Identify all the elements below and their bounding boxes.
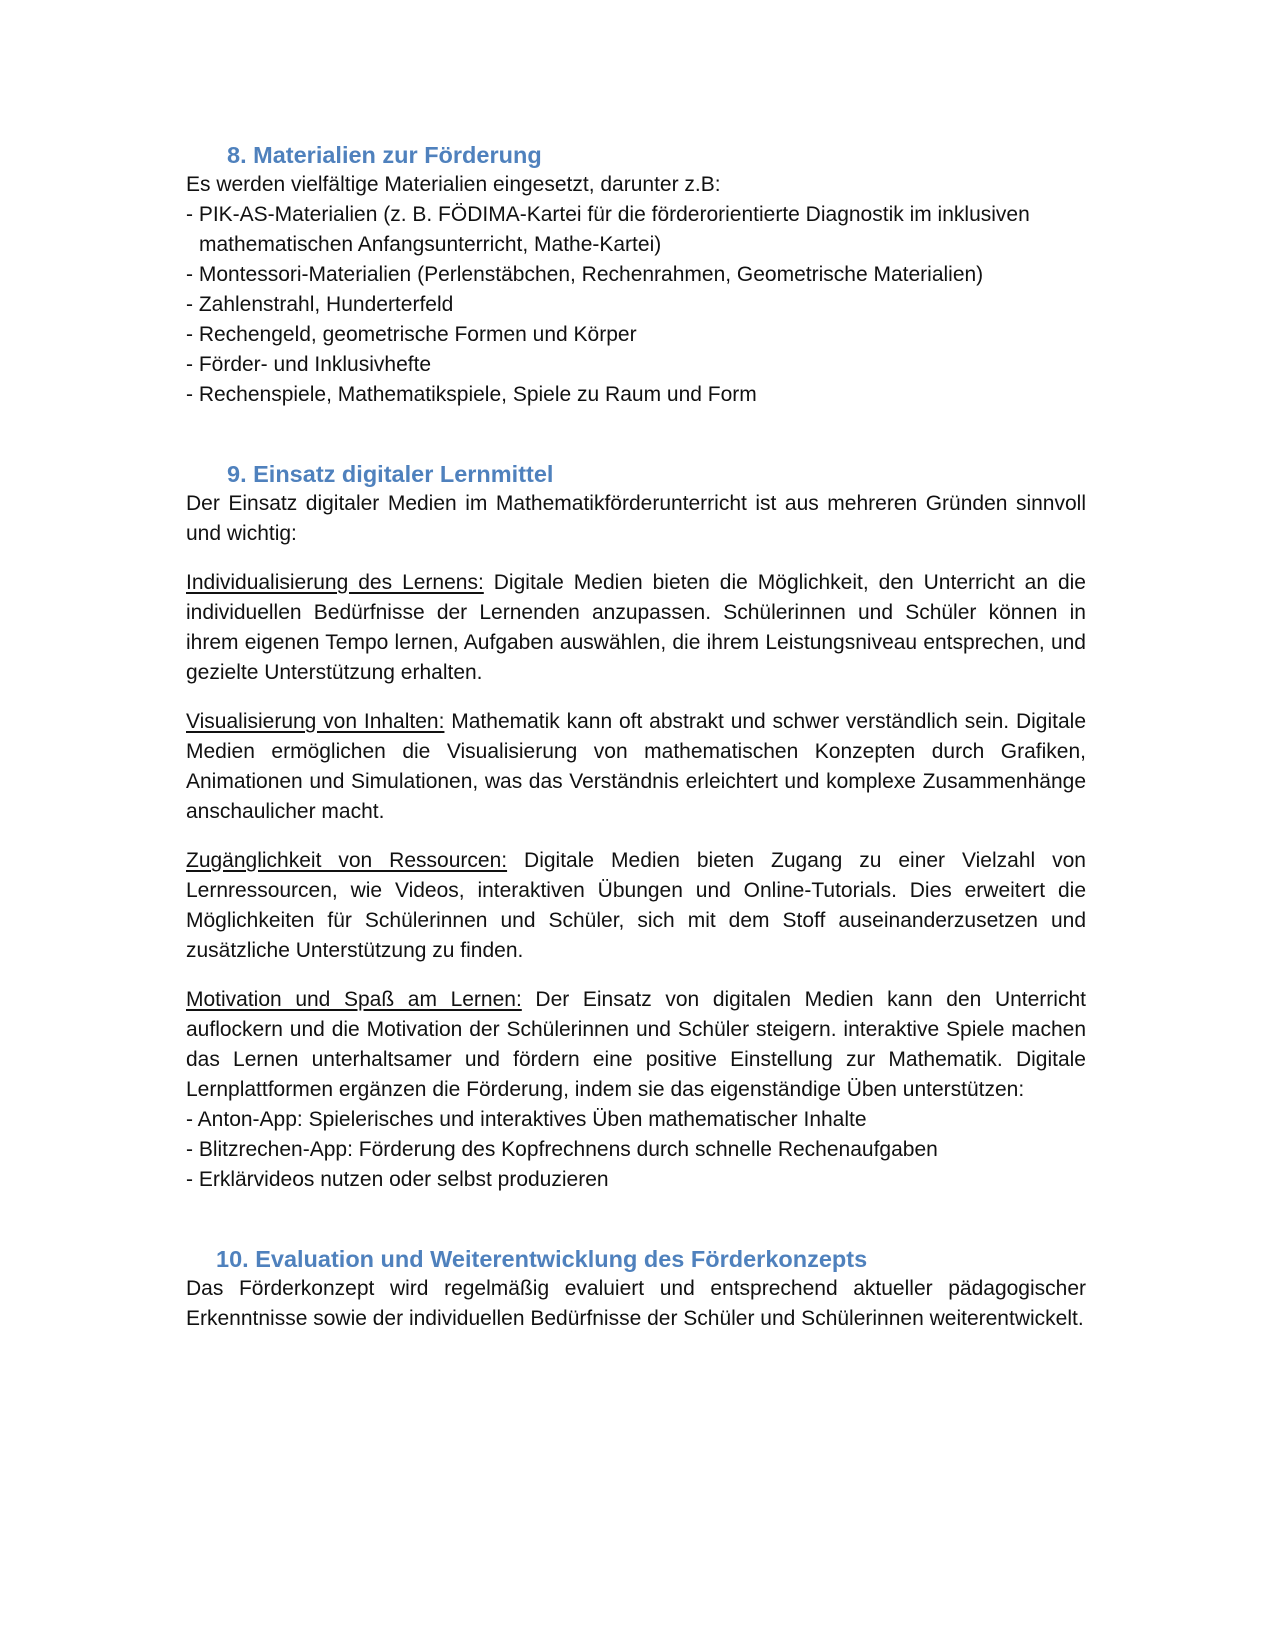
section-intro: Es werden vielfältige Materialien eingesetzt, darunter z.B:	[186, 173, 721, 196]
section-heading: 9. Einsatz digitaler Lernmittel	[227, 461, 554, 487]
section-intro: Der Einsatz digitaler Medien im Mathematikförderunterricht ist aus mehreren Gründen sinnvoll und wichtig:	[186, 492, 1086, 545]
paragraph-text: Digitale Medien bieten Zugang zu einer Vielzahl von Lernressourcen, wie Videos, interaktiven Übungen und Online-Tutorials. Dies erweitert die Möglichkeiten für Schülerinnen und Schüler, sich mit dem Stoff auseinanderzusetzen und zusätzliche Unterstützung zu finden.	[186, 849, 1086, 962]
document-page	[186, 140, 1086, 1334]
section-intro: Das Förderkonzept wird regelmäßig evaluiert und entsprechend aktueller pädagogischer Erkenntnisse sowie der individuellen Bedürfnisse der Schüler und Schülerinnen weiterentwickelt.	[186, 1277, 1086, 1330]
paragraph-individualization	[186, 568, 1086, 688]
paragraph-spacer	[186, 549, 1086, 568]
list-item: - Rechenspiele, Mathematikspiele, Spiele zu Raum und Form	[186, 383, 757, 406]
section-heading: 8. Materialien zur Förderung	[227, 142, 542, 168]
list-item: - Anton-App: Spielerisches und interaktives Üben mathematischer Inhalte	[186, 1108, 867, 1131]
list-item: - Blitzrechen-App: Förderung des Kopfrechnens durch schnelle Rechenaufgaben	[186, 1138, 938, 1161]
paragraph-label: Individualisierung des Lernens:	[186, 571, 484, 594]
paragraph-spacer	[186, 966, 1086, 985]
paragraph-visualization	[186, 707, 1086, 827]
paragraph-label: Visualisierung von Inhalten:	[186, 710, 445, 733]
paragraph-motivation	[186, 985, 1086, 1105]
list-item: - Montessori-Materialien (Perlenstäbchen, Rechenrahmen, Geometrische Materialien)	[186, 263, 984, 286]
paragraph-text: Der Einsatz von digitalen Medien kann den Unterricht auflockern und die Motivation der Schülerinnen und Schüler steigern. interaktive Spiele machen das Lernen unterhaltsamer und fördern eine positive Einstellung zur Mathematik. Digitale Lernplattformen ergänzen die Förderung, indem sie das eigenständige Üben unterstützen:	[186, 988, 1086, 1101]
paragraph-text: Mathematik kann oft abstrakt und schwer verständlich sein. Digitale Medien ermöglichen die Visualisierung von mathematischen Konzepten durch Grafiken, Animationen und Simulationen, was das Verständnis erleichtert und komplexe Zusammenhänge anschaulicher macht.	[186, 710, 1086, 823]
list-item: - Erklärvideos nutzen oder selbst produzieren	[186, 1168, 609, 1191]
paragraph-accessibility	[186, 846, 1086, 966]
list-item: - Förder- und Inklusivhefte	[186, 353, 432, 376]
paragraph-label: Motivation und Spaß am Lernen:	[186, 988, 522, 1011]
list-item: - PIK-AS-Materialien (z. B. FÖDIMA-Kartei für die förderorientierte Diagnostik im inklusiven mathematischen Anfangsunterricht, Mathe-Kartei)	[186, 203, 1030, 256]
section-8-materials	[186, 140, 1086, 410]
section-heading: 10. Evaluation und Weiterentwicklung des Förderkonzepts	[216, 1246, 868, 1272]
section-spacer	[186, 410, 1086, 459]
paragraph-label: Zugänglichkeit von Ressourcen:	[186, 849, 508, 872]
paragraph-spacer	[186, 688, 1086, 707]
section-10-evaluation	[186, 1244, 1086, 1334]
section-9-digital-learning	[186, 459, 1086, 1195]
list-item: - Rechengeld, geometrische Formen und Körper	[186, 323, 637, 346]
list-item: - Zahlenstrahl, Hunderterfeld	[186, 293, 454, 316]
section-spacer	[186, 1195, 1086, 1244]
paragraph-spacer	[186, 827, 1086, 846]
apps-list	[186, 1105, 1086, 1195]
materials-list	[186, 200, 1086, 410]
paragraph-text: Digitale Medien bieten die Möglichkeit, den Unterricht an die individuellen Bedürfnisse der Lernenden anzupassen. Schülerinnen und Schüler können in ihrem eigenen Tempo lernen, Aufgaben auswählen, die ihrem Leistungsniveau entsprechen, und gezielte Unterstützung erhalten.	[186, 571, 1086, 684]
